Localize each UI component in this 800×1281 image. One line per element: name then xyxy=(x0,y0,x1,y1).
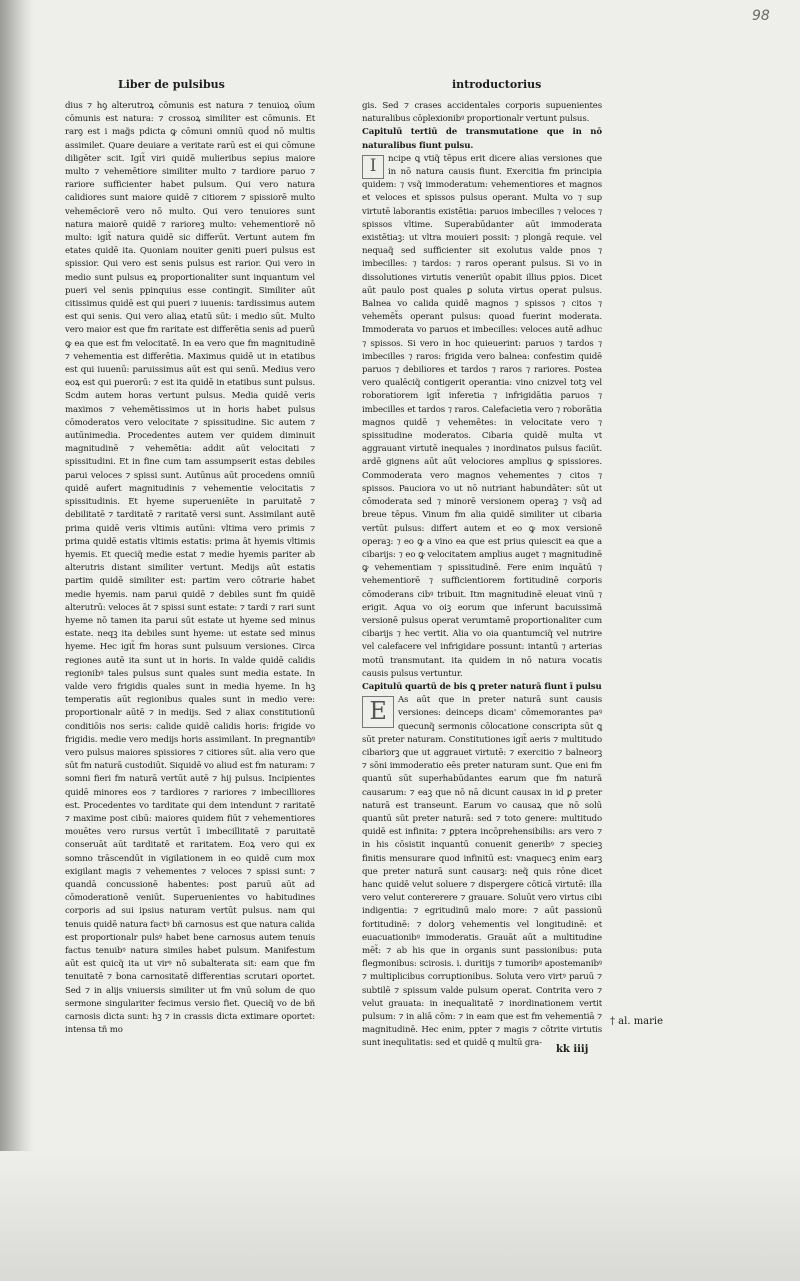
running-head-right: introductorius xyxy=(452,78,542,91)
signature-mark: kk iiij xyxy=(556,1044,589,1055)
chapter-4-body: As aūt que in preter naturā sunt causis versiones: deinceps dicam' cōmemorantes paꝰ quecunq̃ sermonis cōlocatione conscripta sūt ꝗ sūt preter naturam. Constitutiones igit̃ aeris ⁊ multitudo cibariorꝫ que ut aggrauet virtutē: ⁊ exercitio ⁊ balneorꝫ ⁊ sōni immoderatio eēs preter naturam sunt. Que eni fm quantū sūt superhabūdantes earum que fm naturā causarum: ⁊ eaꝫ que nō nā dicunt causax in id ꝑ preter naturā est transeunt. Earum vo causaꝝ que nō solū quantū sūt preter naturā: sed ⁊ toto genere: multitudo quidē est infinita: ⁊ ꝑptera incōprehensibilis: ars vero ⁊ in his cōsistit inquantū conuenit generibꝰ ⁊ specieꝫ finitis mensurare quod infinitū est: vnaquecꝫ enim earꝫ que preter naturā sunt causarꝫ: neq̃ quis rōne dicet hanc quidē velut soluere ⁊ dispergere cōticā virtutē: illa vero velut contererere ⁊ grauare. Soluūt vero virtus cibi indigentia: ⁊ egritudinū malo more: ⁊ aūt passionū fortitudinē: ⁊ dolorꝫ vehementis vel longitudinē: et euacuationibꝰ immoderatis. Grauāt aūt a multitudine mēt̃: ⁊ ab his que in organis sunt passionibus: puta flegmonibus: scirosis. i. duritijs ⁊ tumoribꝰ apostemanibꝰ ⁊ multiplicibus corruptionibus. Soluta vero virtꝰ paruū ⁊ subtilē ⁊ spissum valde pulsum operat. Contrita vero ⁊ velut grauata: in inequalitatē ⁊ inordinationem vertit pulsum: ⁊ in aliā cōm: ⁊ in eam que est fm vehementiā ⁊ magnitudinē. Hec enim, ppter ⁊ magis ⁊ cōtrite virtutis sunt inequlitatis: sed et quidē q multū gra- xyxy=(362,695,602,1049)
initial-letter-e: E xyxy=(362,696,394,728)
right-text-column xyxy=(362,100,602,1051)
chapter-3-body: ncipe ꝗ vtiq̃ tēpus erit dicere alias versiones que in nō natura causis fiunt. Exercitia fm principia quidem: ⁊ vsq̃ immoderatum: vehementiores et magnos et veloces et spissos pulsus operant. Multa vo ⁊ sup virtutē laborantis existētia: paruos imbecilles ⁊ veloces ⁊ spissos vltime. Superabūdanter aūt immoderata existētiaꝫ: ut vltra mouieri possit: ⁊ plongā requie. vel nequaq̃ sed sufficienter sit exolutus valde pnos ⁊ imbecilles: ⁊ tardos: ⁊ raros operant pulsus. Si vo in dissolutiones virtutis veneriūt opabit illius ꝑpios. Dicet aūt paulo post quales ꝑ soluta virtus operat pulsus. Balnea vo calida quidē magnos ⁊ spissos ⁊ citos ⁊ vehemēt̃s operant pulsus: quoad fuerint moderata. Immoderata vo paruos et imbecilles: veloces autē adhuc ⁊ spissos. Si vero in hoc quieuerint: paruos ⁊ tardos ⁊ imbecilles ⁊ raros: frigida vero balnea: confestim quidē paruos ⁊ debiliores et tardos ⁊ raros ⁊ rariores. Postea vero qualēciq̃ contigerit operantia: vino cnizvel totꝫ vel roboratiorem igit̃ inferetia ⁊ infrigidātia paruos ⁊ imbecilles et tardos ⁊ raros. Calefacietia vero ⁊ roborātia magnos quidē ⁊ vehemētes: in velocitate vero ⁊ spissitudine moderatos. Cibaria quidē multa vt aggrauant virtutē inequales ⁊ inordinatos pulsus faciūt. ardē gignens aūt aūt velociores amplius ꝙ spissiores. Commoderata vero magnos vehementes ⁊ citos ⁊ spissos. Pauciora vo ut nō nutriant habundāter: sūt ut cōmoderata sed ⁊ minorē versionem operaꝫ ⁊ vsq̃ ad breue tēpus. Vinum fm alia quidē similiter ut cibaria vertūt pulsus: differt autem et eo ꝙ mox versionē operaꝫ: ⁊ eo ꝙ a vino ea que est prius quiescit ea que a cibarijs: ⁊ eo ꝙ velocitatem amplius auget ⁊ magnitudinē ꝙ vehementiam ⁊ spissitudinē. Fere enim inquātū ⁊ vehementiorē ⁊ sufficientiorem fortitudinē corporis cōmoderans cibꝰ tribuit. Itm magnitudinē eleuat vinū ⁊ erigit. Aqua vo oiꝫ eorum que inferunt bacuissimā versionē pulsus operat verumtamē proportionaliter cum cibarijs ⁊ hec vertit. Alia vo oia quantumciq̃ vel nutrire vel calefacere vel infrigidare possunt: intantū ⁊ arterias motū transmutant. ita quidem in nō natura vocatis causis pulsus vertuntur. xyxy=(362,153,602,679)
paragraph-chapter-4 xyxy=(362,694,602,1050)
initial-letter-i: I xyxy=(362,155,384,179)
marginal-note: † al. marie xyxy=(610,1016,664,1027)
left-column-text: dius ⁊ hꝯ alterutroꝝ cōmunis est natura ⁊ tenuioꝝ oīum cōmunis est natura: ⁊ crossoꝝ similiter est cōmunis. Et rarꝯ est i mag̃s pdicta ꝙ cōmuni omniū quoḋ nō multis assimilet. Quare deuiare a veritate rarū est ei qui cōmune diligēter scit. Igit̃ viri quidē mulieribus sepius maiore multo ⁊ vehemētiore similiter multo ⁊ tardiore paruo ⁊ rariore sufficienter habet pulsum. Qui vero natura calidiores sunt maiore quidē ⁊ citiorem ⁊ spissiorē multo vehemēciorē vero nō multo. Qui vero tenuiores sunt natura maiorē quidē ⁊ rarioreꝫ multo: vehementiorē nō multo: igit̃ natura quidē sic differūt. Vertunt autem fm etates quidē ita. Quoniam nouiter geniti pueri pulsus est spissior. Qui vero est senis pulsus est rarior. Qui vero in medio sunt pulsus eꝝ proportionaliter sunt inquantum vel pueri vel senis ppinquius esse contingit. Similiter aūt citissimus quidē est qui pueri ⁊ iuuenis: tardissimus autem est qui senis. Qui vero aliaꝝ etatū sūt: i medio sūt. Multo vero maior est que fm raritate est differētia senis ad puerū ꝙ ea que est fm velocitatē. In ea vero que fm magnitudinē ⁊ vehementia est differētia. Maximus quidē ut in etatibus est qui iuuenū: paruissimus aūt est qui senū. Medius vero eoꝝ est qui puerorū: ⁊ est ita quidē in etatibus sunt pulsus. Scdm autem horas vertunt pulsus. Media quidē veris maximos ⁊ vehemētissimos ut in horis habet pulsus cōmoderatos vero velocitate ⁊ spissitudine. Sic autem ⁊ autūnimedia. Procedentes autem ver quidem diminuit magnitudinē ⁊ vehemētia: addit aūt velocitati ⁊ spissitudini. Et in fine cum tam assumpserit estas debiles parui veloces ⁊ spissi sunt. Autūnus aūt procedens omniū quidē aufert magnitudinis ⁊ vehementie velocitatis ⁊ spissitudinis. Et hyeme superueniēte in paruitatē ⁊ debilitatē ⁊ tarditatē ⁊ raritatē versi sunt. Assimilant autē prima quidē veris vltimis autūni: vltima vero primis ⁊ prima quidē estatis vltimis estatis: prima āt hyemis vltimis hyemis. Et queciq̃ medie estat ⁊ medie hyemis pariter ab alterutris distant similiter vertunt. Medijs aūt estatis partim quidē similiter est: partim vero cōtrarie habet medie hyemis. nam parui quidē ⁊ debiles sunt fm quidē alterutrū: veloces āt ⁊ spissi sunt estate: ⁊ tardi ⁊ rari sunt hyeme nō tamen ita parui sūt estate ut hyeme sed minus estate. neqꝫ ita debiles sunt hyeme: ut estate sed minus hyeme. Hec igit̃ fm horas sunt pulsuum versiones. Circa regiones autē ita sunt ut in horis. In valde quidē calidis regionibꝰ tales pulsus sunt quales sunt media estate. In valde vero frigidis quales sunt in media hyeme. In hꝫ temperatis aūt regionibus quales sunt in medio vere: proportionalr aūtē ⁊ in medijs. Sed ⁊ aliax constitutionū conditiōis nos seris: calide quidē calidis horis: frigide vo frigidis. medie vero medijs horis assimilant. In pregnantibꝰ vero pulsus maiores spissiores ⁊ citiores sūt. alia vero que sūt fm naturā custodiūt. Siquidē vo aliud est fm naturam: ⁊ somni fieri fm naturā vertūt autē ⁊ hij pulsus. Incipientes quidē minores eos ⁊ tardiores ⁊ rariores ⁊ imbecilliores est. Procedentes vo tarditate qui dem intendunt ⁊ raritatē ⁊ maxime post cibū: maiores quidem fiūt ⁊ vehementiores mouētes vero rursus vertūt ī imbecillitatē ⁊ paruitatē conseruāt aūt tarditatē et raritatem. Eoꝝ vero qui ex somno trāscendūt in vigilationem in eo quidē cum mox exigilant magis ⁊ vehementes ⁊ veloces ⁊ spissi sunt: ⁊ quandā concussionē habentes: post paruū aūt ad cōmoderationē veniūt. Superuenientes vo habitudines corporis ad sui ipsius naturam vertūt pulsus. nam qui tenuis quidē natura factꝰ bñ carnosus est que natura calida est proportionalr pulsꝰ habet bene carnosus autem tenuis factus tenuibꝰ natura similes habet pulsum. Manifestum aūt est quicq̃ ita ut virꝰ nō subalterata sit: eam que fm tenuitatē ⁊ bona carnositatē differentias scrutari oportet. Sed ⁊ in alijs vniuersis similiter ut fm vnū solum de quo sermone singulariter fecimus versio fiet. Queciq̃ vo de bñ carnosis dicta sunt: hꝫ ⁊ in crassis dicta extimare oportet: intensa tñ mo xyxy=(65,101,315,1036)
chapter-3-heading: Capitulū tertiū de transmutatione que in nō naturalibus fiunt pulsu. xyxy=(362,127,602,151)
running-head-left: Liber de pulsibus xyxy=(118,78,225,91)
paragraph-continuation: gis. Sed ⁊ crases accidentales corporis supuenientes naturalibus cōplexionibꝰ proportionalr vertunt pulsus. xyxy=(362,101,602,125)
folio-number: 98 xyxy=(752,8,770,24)
paragraph-chapter-3 xyxy=(362,153,602,681)
chapter-4-heading: Capitulū quartū de bis ꝗ preter naturā fiunt ī pulsu xyxy=(362,681,602,692)
left-text-column xyxy=(65,100,315,1037)
